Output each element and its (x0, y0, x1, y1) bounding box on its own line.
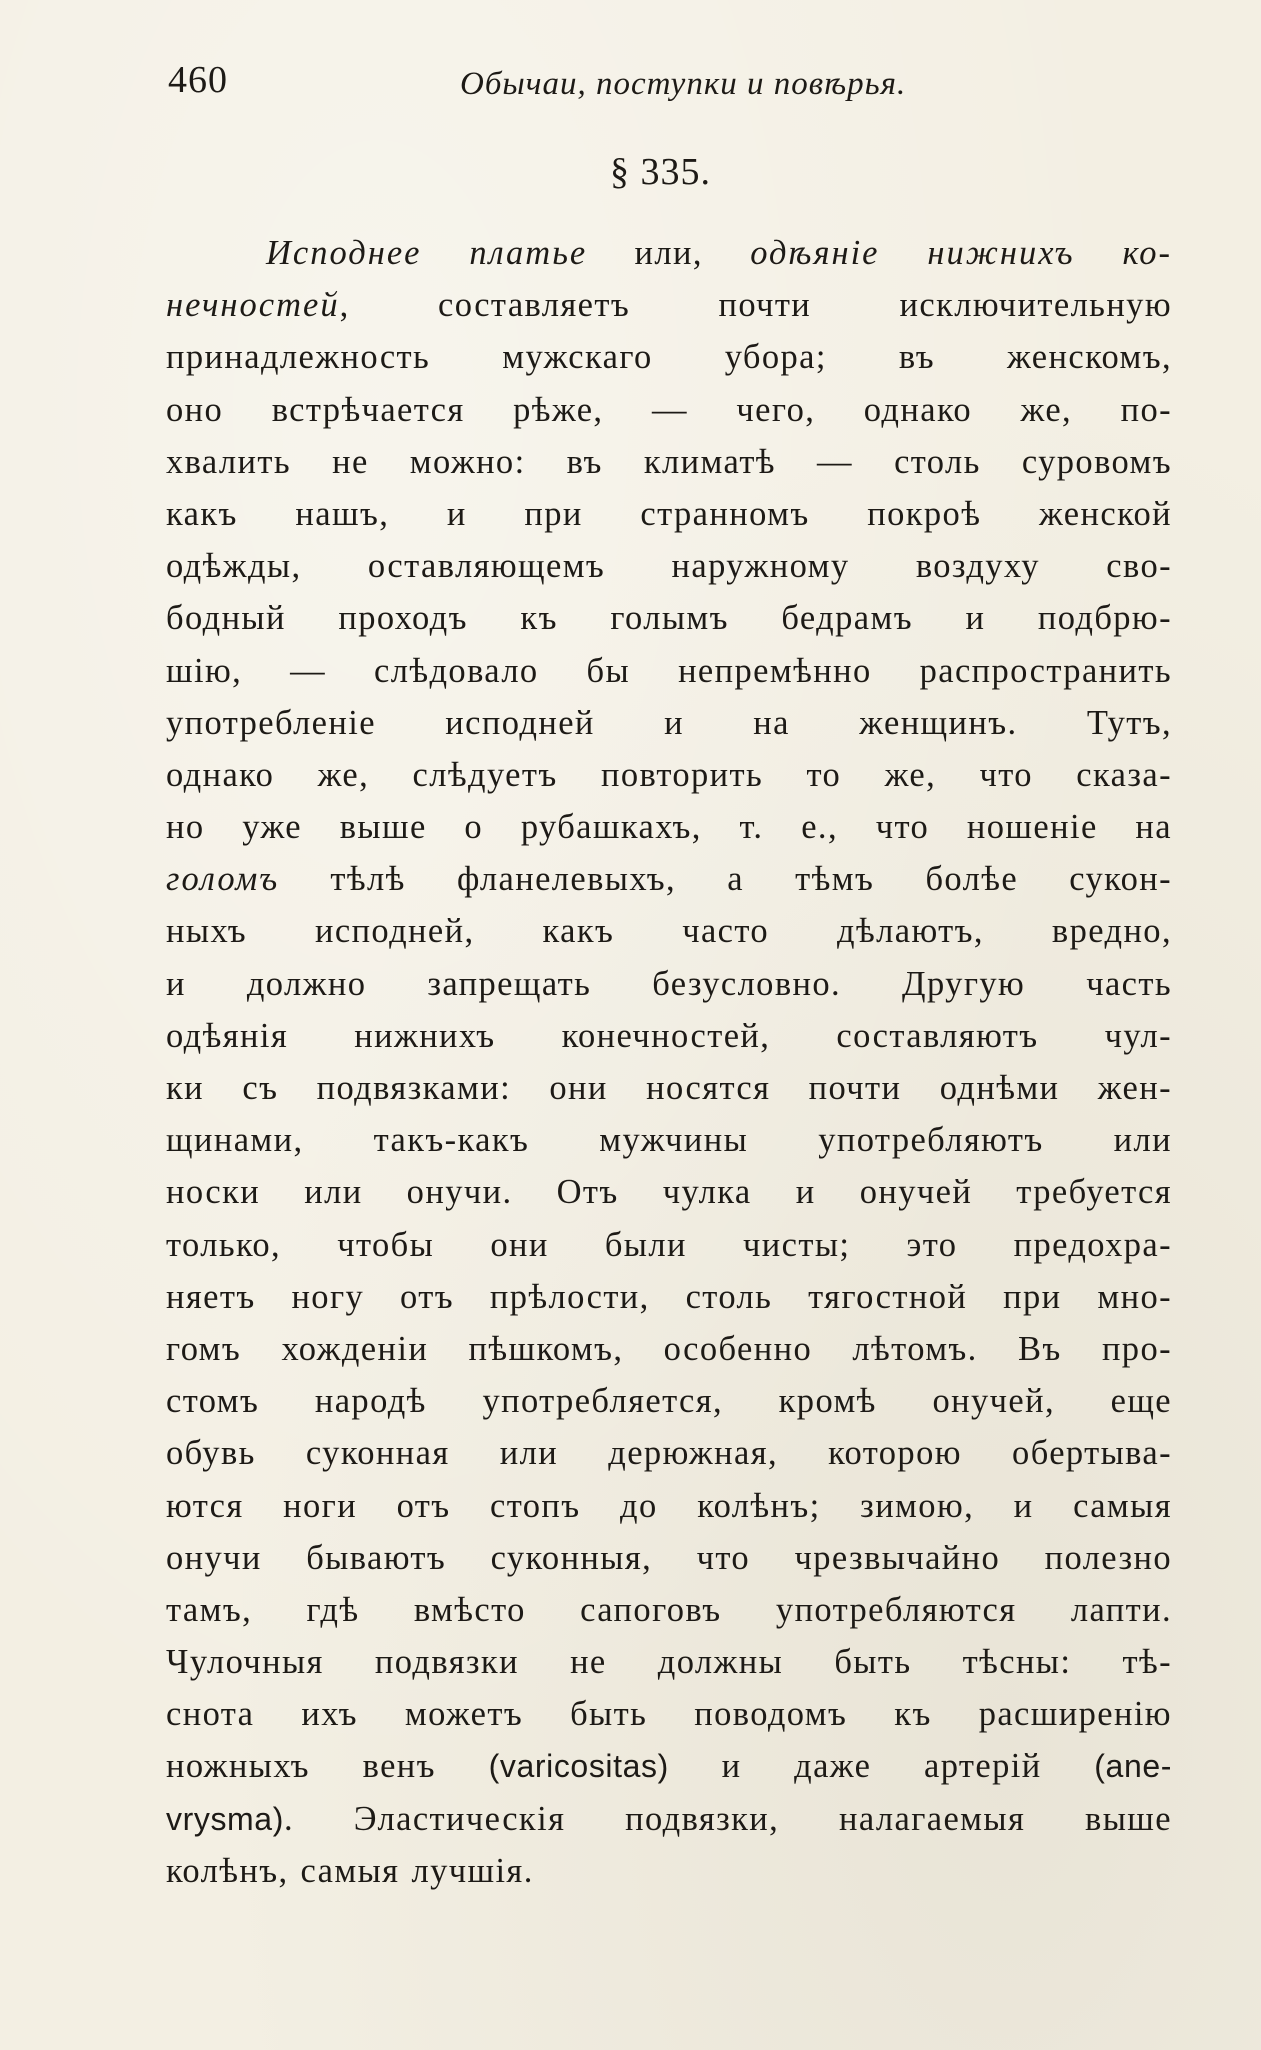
text-segment: какъ нашъ, и при странномъ покроѣ женской (166, 494, 1172, 533)
text-line (166, 1010, 1172, 1062)
text-line (166, 853, 1172, 905)
text-segment: тѣлѣ фланелевыхъ, а тѣмъ болѣе сукон- (279, 860, 1172, 899)
text-line (166, 279, 1172, 331)
text-segment: только, чтобы они были чисты; это предохра- (166, 1225, 1172, 1264)
running-title: Обычаи, поступки и повѣрья. (460, 66, 907, 102)
text-segment: (ane- (1094, 1748, 1172, 1785)
text-line (166, 227, 1172, 279)
text-line (166, 384, 1172, 436)
text-segment: однако же, слѣдуетъ повторить то же, что сказа- (166, 755, 1172, 794)
text-segment: стомъ народѣ употребляется, кромѣ онучей, еще (166, 1382, 1172, 1421)
text-segment: (varicositas) (488, 1748, 669, 1785)
text-line (166, 436, 1172, 488)
text-line (166, 540, 1172, 592)
text-segment: тамъ, гдѣ вмѣсто сапоговъ употребляются лапти. (166, 1590, 1172, 1629)
italic-term: нечностей (166, 286, 340, 325)
text-line (166, 1323, 1172, 1375)
text-segment: колѣнъ, самыя лучшія. (166, 1851, 534, 1890)
text-line (166, 331, 1172, 383)
text-line (166, 1375, 1172, 1427)
text-line (166, 697, 1172, 749)
text-line (166, 1480, 1172, 1532)
text-line (166, 1636, 1172, 1688)
italic-term: одѣяніе нижнихъ ко- (750, 234, 1173, 272)
text-line (166, 1793, 1172, 1845)
text-line (166, 1688, 1172, 1740)
text-segment: принадлежность мужскаго убора; въ женскомъ, (166, 338, 1172, 377)
text-line (166, 958, 1172, 1010)
text-segment: носки или онучи. Отъ чулка и онучей требуется (166, 1173, 1172, 1212)
text-line (166, 1845, 1172, 1897)
text-segment: ныхъ исподней, какъ часто дѣлаютъ, вредно, (166, 912, 1172, 951)
text-segment: . Эластическія подвязки, налагаемыя выше (283, 1799, 1172, 1838)
text-segment: няетъ ногу отъ прѣлости, столь тягостной при мно- (166, 1277, 1172, 1316)
text-line (166, 801, 1172, 853)
text-line (166, 1114, 1172, 1166)
text-segment: щинами, такъ-какъ мужчины употребляютъ или (166, 1121, 1172, 1160)
text-segment: хвалить не можно: въ климатѣ — столь суровомъ (166, 442, 1172, 481)
paragraph (166, 227, 1172, 1897)
text-line (166, 905, 1172, 957)
text-line (166, 1219, 1172, 1271)
text-line (166, 749, 1172, 801)
italic-term: голомъ (166, 860, 280, 899)
text-segment: гомъ хожденіи пѣшкомъ, особенно лѣтомъ. Въ про- (166, 1329, 1172, 1368)
text-segment: употребленіе исподней и на женщинъ. Тутъ, (166, 703, 1172, 742)
text-segment: бодный проходъ къ голымъ бедрамъ и подбрю- (166, 599, 1172, 638)
text-segment: ножныхъ венъ (166, 1747, 489, 1786)
text-segment: Чулочныя подвязки не должны быть тѣсны: тѣ- (166, 1643, 1172, 1682)
text-segment: шію, — слѣдовало бы непремѣнно распространить (166, 651, 1172, 690)
text-line (166, 1271, 1172, 1323)
text-segment: и даже артерій (668, 1747, 1095, 1786)
page-number: 460 (168, 59, 228, 101)
text-line (166, 1740, 1172, 1792)
section-heading: § 335. (610, 151, 711, 193)
text-line (166, 645, 1172, 697)
text-segment: vrysma) (166, 1800, 284, 1837)
text-segment: , составляетъ почти исключительную (339, 286, 1172, 325)
text-segment: одѣянія нижнихъ конечностей, составляютъ чул- (166, 1016, 1172, 1055)
text-segment: или, (587, 234, 751, 272)
text-segment: обувь суконная или дерюжная, которою обертыва- (166, 1434, 1172, 1473)
text-line (166, 1584, 1172, 1636)
text-segment: снота ихъ можетъ быть поводомъ къ расширенію (166, 1695, 1172, 1734)
text-segment: онучи бываютъ суконныя, что чрезвычайно полезно (166, 1538, 1172, 1577)
text-line (166, 1062, 1172, 1114)
text-segment: оно встрѣчается рѣже, — чего, однако же, по- (166, 390, 1172, 429)
text-line (166, 592, 1172, 644)
text-segment: ются ноги отъ стопъ до колѣнъ; зимою, и самыя (166, 1486, 1172, 1525)
text-segment: одѣжды, оставляющемъ наружному воздуху сво- (166, 547, 1172, 586)
text-line (166, 1427, 1172, 1479)
page-header (168, 58, 1172, 118)
text-segment: ки съ подвязками: они носятся почти однѣми жен- (166, 1069, 1172, 1107)
text-line (166, 1532, 1172, 1584)
text-line (166, 1166, 1172, 1218)
text-segment: но уже выше о рубашкахъ, т. е., что ношеніе на (166, 808, 1172, 847)
italic-term: Исподнее платье (266, 234, 588, 272)
text-segment: и должно запрещать безусловно. Другую часть (166, 964, 1172, 1003)
text-line (166, 488, 1172, 540)
